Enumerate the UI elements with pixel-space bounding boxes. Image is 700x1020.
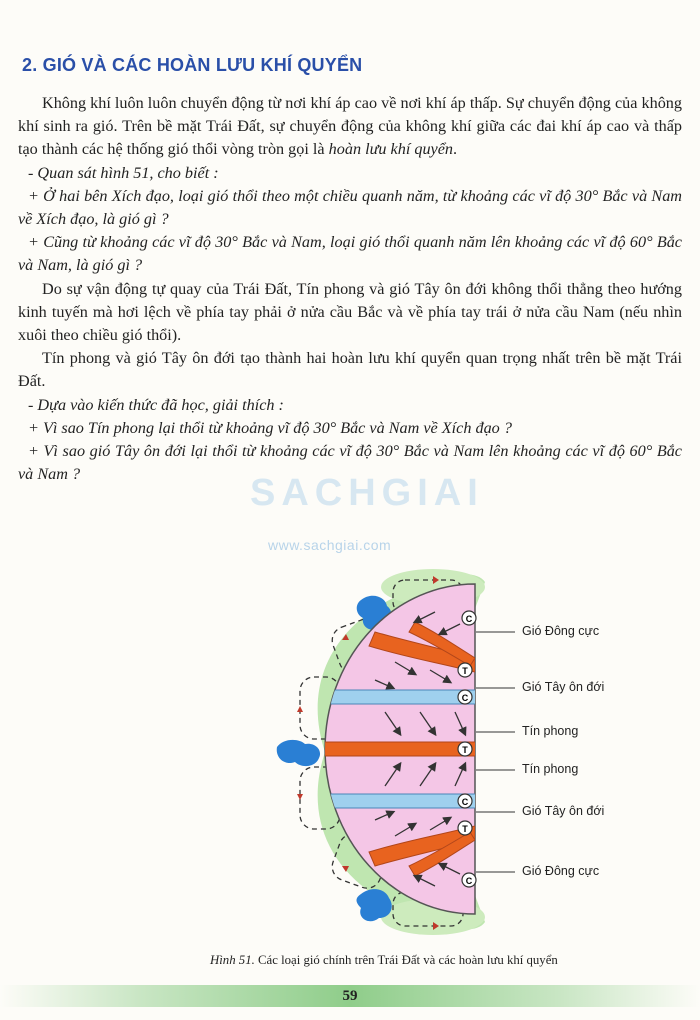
figure-51 [265,562,685,942]
paragraph-1-text: Không khí luôn luôn chuyển động từ nơi khí áp cao về nơi khí áp thấp. Sự chuyển động của không khí sinh ra gió. Trên bề mặt Trái Đất, sự chuyển động của không khí giữa các đai khí áp cao và thấp tạo thành các hệ thống gió thổi vòng tròn gọi là [18,94,682,159]
question-3: + Vì sao Tín phong lại thổi từ khoảng vĩ độ 30° Bắc và Nam về Xích đạo ? [28,418,512,437]
label-polar-easterlies-north: Gió Đông cực [522,624,600,638]
paragraph-2: Do sự vận động tự quay của Trái Đất, Tín phong và gió Tây ôn đới không thổi thẳng theo hướng kinh tuyến mà hơi lệch về phía tay phải ở nửa cầu Bắc và về phía tay trái ở nửa cầu Nam (nếu nhìn xuôi theo chiều gió thổi). [18,279,682,345]
paragraph-1-end: . [453,140,458,159]
section-heading: 2. GIÓ VÀ CÁC HOÀN LƯU KHÍ QUYỂN [22,55,363,75]
label-westerlies-south: Gió Tây ôn đới [522,804,605,818]
leader-lines [476,632,515,872]
watermark-url: www.sachgiai.com [268,537,392,553]
marker-c: C [465,876,473,886]
question-1: + Ở hai bên Xích đạo, loại gió thổi theo một chiều quanh năm, từ khoảng các vĩ độ 30° Bắc và Nam về Xích đạo, là gió gì ? [18,186,682,229]
term-hoan-luu: hoàn lưu khí quyển [328,140,454,159]
question-explain: - Dựa vào kiến thức đã học, giải thích : [28,395,284,414]
watermark-logo: SACHGIAI [250,472,484,514]
paragraph-3: Tín phong và gió Tây ôn đới tạo thành hai hoàn lưu khí quyển quan trọng nhất trên bề mặt Trái Đất. [18,349,682,391]
figure-caption [210,953,680,968]
marker-c: C [465,614,473,624]
wind-diagram [265,562,685,942]
marker-c: C [461,693,469,703]
page-number: 59 [342,988,358,1004]
label-polar-easterlies-south: Gió Đông cực [522,864,600,878]
marker-t: T [462,824,468,834]
watermark [250,462,484,557]
label-trade-winds-north: Tín phong [522,724,579,738]
paragraph-1 [18,92,682,162]
question-observe: - Quan sát hình 51, cho biết : [28,163,219,182]
marker-c: C [461,797,469,807]
label-westerlies-north: Gió Tây ôn đới [522,680,605,694]
body-text [18,92,682,486]
caption-text: Các loại gió chính trên Trái Đất và các hoàn lưu khí quyển [254,953,558,967]
question-4: + Vì sao gió Tây ôn đới lại thổi từ khoảng các vĩ độ 30° Bắc và Nam lên khoảng các vĩ độ 60° Bắc và Nam ? [18,442,682,484]
question-2: + Cũng từ khoảng các vĩ độ 30° Bắc và Nam, loại gió thổi quanh năm lên khoảng các vĩ độ 60° Bắc và Nam, là gió gì ? [18,233,682,275]
marker-t: T [462,666,468,676]
label-trade-winds-south: Tín phong [522,762,579,776]
caption-prefix: Hình 51. [210,953,255,967]
marker-t: T [462,745,468,755]
